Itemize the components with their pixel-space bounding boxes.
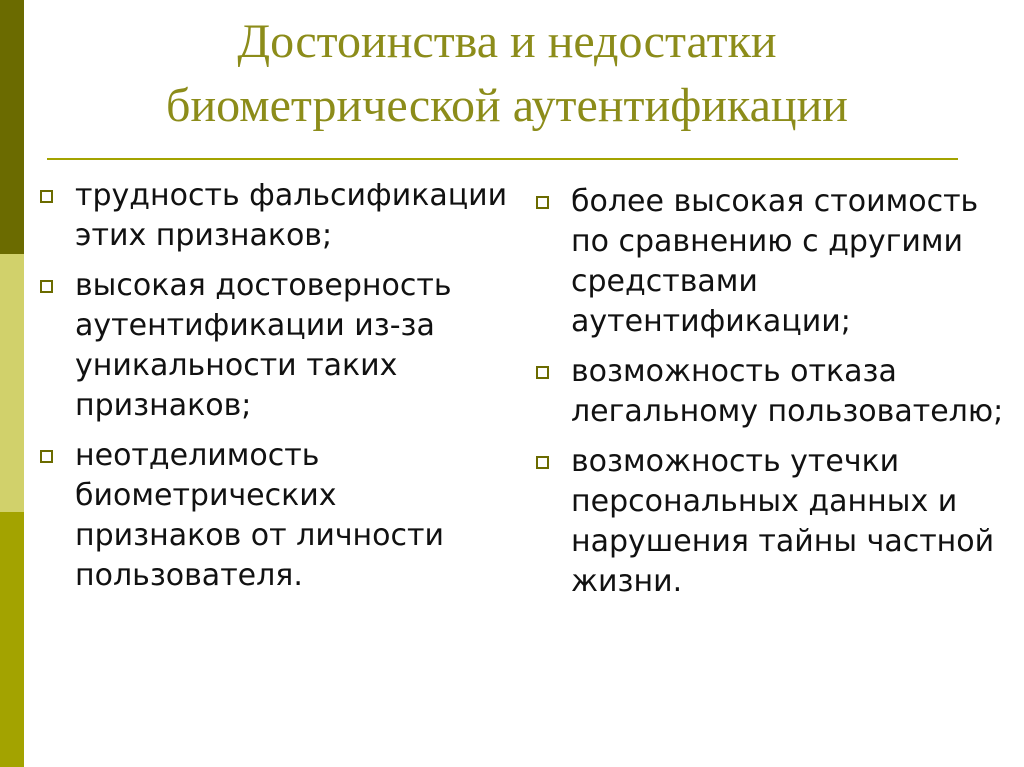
slide-title-line-2: биометрической аутентификации xyxy=(166,79,848,132)
square-bullet-icon xyxy=(40,280,53,293)
square-bullet-icon xyxy=(536,366,549,379)
list-item-text: возможность утечки персональных данных и нарушения тайны частной жизни. xyxy=(571,444,995,599)
list-item xyxy=(40,266,510,426)
list-item xyxy=(40,436,510,596)
disadvantages-list xyxy=(536,182,1016,612)
slide-title-line-1: Достоинства и недостатки xyxy=(237,15,777,68)
square-bullet-icon xyxy=(536,456,549,469)
list-item-text: высокая достоверность аутентификации из-за уникальности таких признаков; xyxy=(75,268,452,423)
list-item xyxy=(40,176,510,256)
list-item-text: трудность фальсификации этих признаков; xyxy=(75,178,508,253)
square-bullet-icon xyxy=(40,450,53,463)
list-item xyxy=(536,352,1016,432)
side-bar-bottom xyxy=(0,512,24,767)
list-item xyxy=(536,442,1016,602)
side-bar-middle xyxy=(0,254,24,512)
advantages-list xyxy=(40,176,510,606)
list-item-text: более высокая стоимость по сравнению с другими средствами аутентификации; xyxy=(571,184,979,339)
title-divider xyxy=(47,158,958,160)
square-bullet-icon xyxy=(536,196,549,209)
list-item xyxy=(536,182,1016,342)
slide-title xyxy=(40,10,974,138)
side-bar-top xyxy=(0,0,24,254)
list-item-text: возможность отказа легальному пользователю; xyxy=(571,354,1004,429)
square-bullet-icon xyxy=(40,190,53,203)
list-item-text: неотделимость биометрических признаков от личности пользователя. xyxy=(75,438,444,593)
